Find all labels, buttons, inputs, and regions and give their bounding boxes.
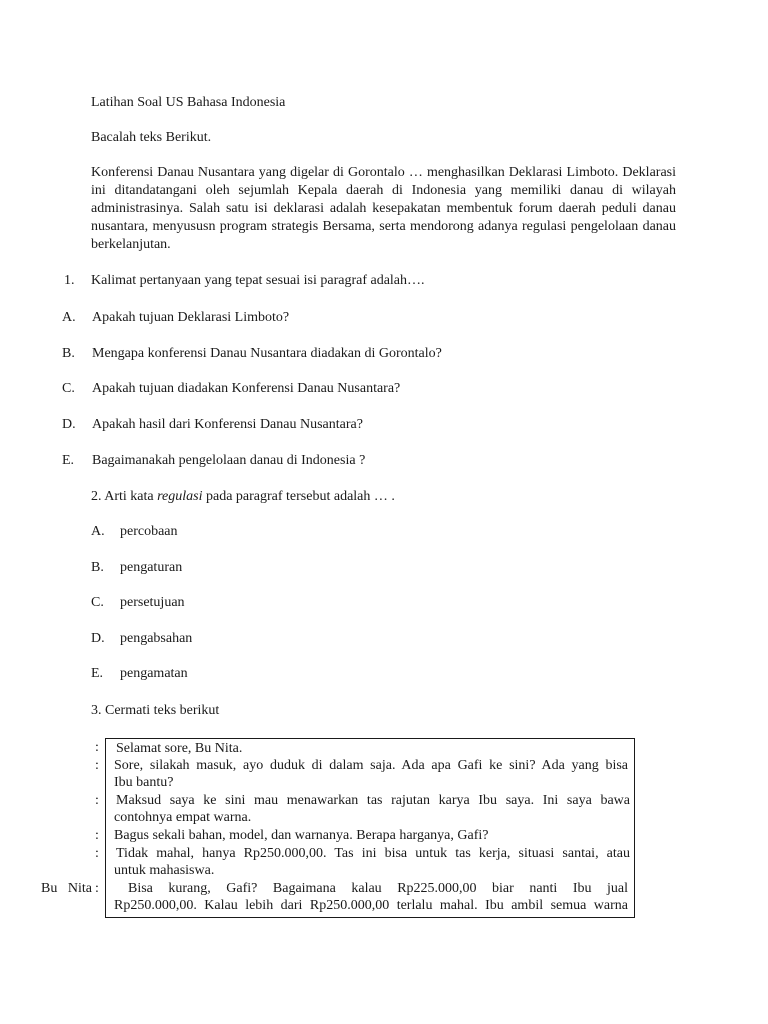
question-2-prefix: 2. Arti kata [91,489,158,504]
dialog-line: Sore, silakah masuk, ayo duduk di dalam saja. Ada apa Gafi ke sini? Ada yang bisa [114,758,628,773]
dialog-colon: : [95,846,99,861]
dialog-colon: : [95,828,99,843]
dialog-box [105,738,635,918]
dialog-line: Rp250.000,00. Kalau lebih dari Rp250.000,00 terlalu mahal. Ibu ambil semua warna [114,898,628,913]
dialog-colon: : [95,793,99,808]
question-1-text: Kalimat pertanyaan yang tepat sesuai isi paragraf adalah…. [91,273,425,288]
q1-option-d-text: Apakah hasil dari Konferensi Danau Nusantara? [92,417,363,432]
q1-option-c-letter: C. [62,381,75,396]
dialog-line: untuk mahasiswa. [114,863,215,878]
dialog-colon: : [95,740,99,755]
q1-option-e-letter: E. [62,453,75,468]
dialog-line: Maksud saya ke sini mau menawarkan tas rajutan karya Ibu saya. Ini saya bawa [116,793,630,808]
dialog-line: Selamat sore, Bu Nita. [116,741,243,756]
dialog-colon: : [95,758,99,773]
dialog-line: contohnya empat warna. [114,810,252,825]
reading-passage: Konferensi Danau Nusantara yang digelar di Gorontalo … menghasilkan Deklarasi Limboto. Deklarasi ini ditandatangani oleh sejumlah Kepala daerah di Indonesia yang memiliki danau di wilayah administrasinya. Salah satu isi deklarasi adalah kesepakatan membentuk forum daerah peduli danau nusantara, menyususn program strategis Bersama, serta mendorong adanya regulasi pengelolaan danau berkelanjutan. [91,165,676,252]
q1-option-a-text: Apakah tujuan Deklarasi Limboto? [92,310,290,325]
question-2-suffix: pada paragraf tersebut adalah … . [202,489,395,504]
question-2-term: regulasi [157,489,203,504]
q2-option-d-text: pengabsahan [120,631,193,646]
q2-option-a-letter: A. [91,524,105,539]
q2-option-b-letter: B. [91,560,104,575]
q1-option-d-letter: D. [62,417,76,432]
dialog-line: Tidak mahal, hanya Rp250.000,00. Tas ini bisa untuk tas kerja, situasi santai, atau [116,846,630,861]
dialog-line: Bisa kurang, Gafi? Bagaimana kalau Rp225.000,00 biar nanti Ibu jual [128,881,628,896]
q2-option-e-letter: E. [91,666,104,681]
reading-instruction: Bacalah teks Berikut. [91,130,212,145]
dialog-speaker: Bu Nita [41,881,92,896]
dialog-colon: : [95,881,99,896]
q2-option-c-text: persetujuan [120,595,185,610]
document-title: Latihan Soal US Bahasa Indonesia [91,95,286,110]
question-1-number: 1. [64,273,75,288]
q1-option-c-text: Apakah tujuan diadakan Konferensi Danau Nusantara? [92,381,401,396]
dialog-line: Bagus sekali bahan, model, dan warnanya. Berapa harganya, Gafi? [114,828,489,843]
q1-option-b-letter: B. [62,346,75,361]
q2-option-a-text: percobaan [120,524,178,539]
q2-option-b-text: pengaturan [120,560,183,575]
dialog-line: Ibu bantu? [114,775,174,790]
q2-option-c-letter: C. [91,595,104,610]
q2-option-d-letter: D. [91,631,105,646]
question-2-text [91,488,395,506]
q1-option-a-letter: A. [62,310,76,325]
question-3-text: 3. Cermati teks berikut [91,703,220,718]
q1-option-e-text: Bagaimanakah pengelolaan danau di Indonesia ? [92,453,366,468]
q2-option-e-text: pengamatan [120,666,188,681]
q1-option-b-text: Mengapa konferensi Danau Nusantara diadakan di Gorontalo? [92,346,442,361]
